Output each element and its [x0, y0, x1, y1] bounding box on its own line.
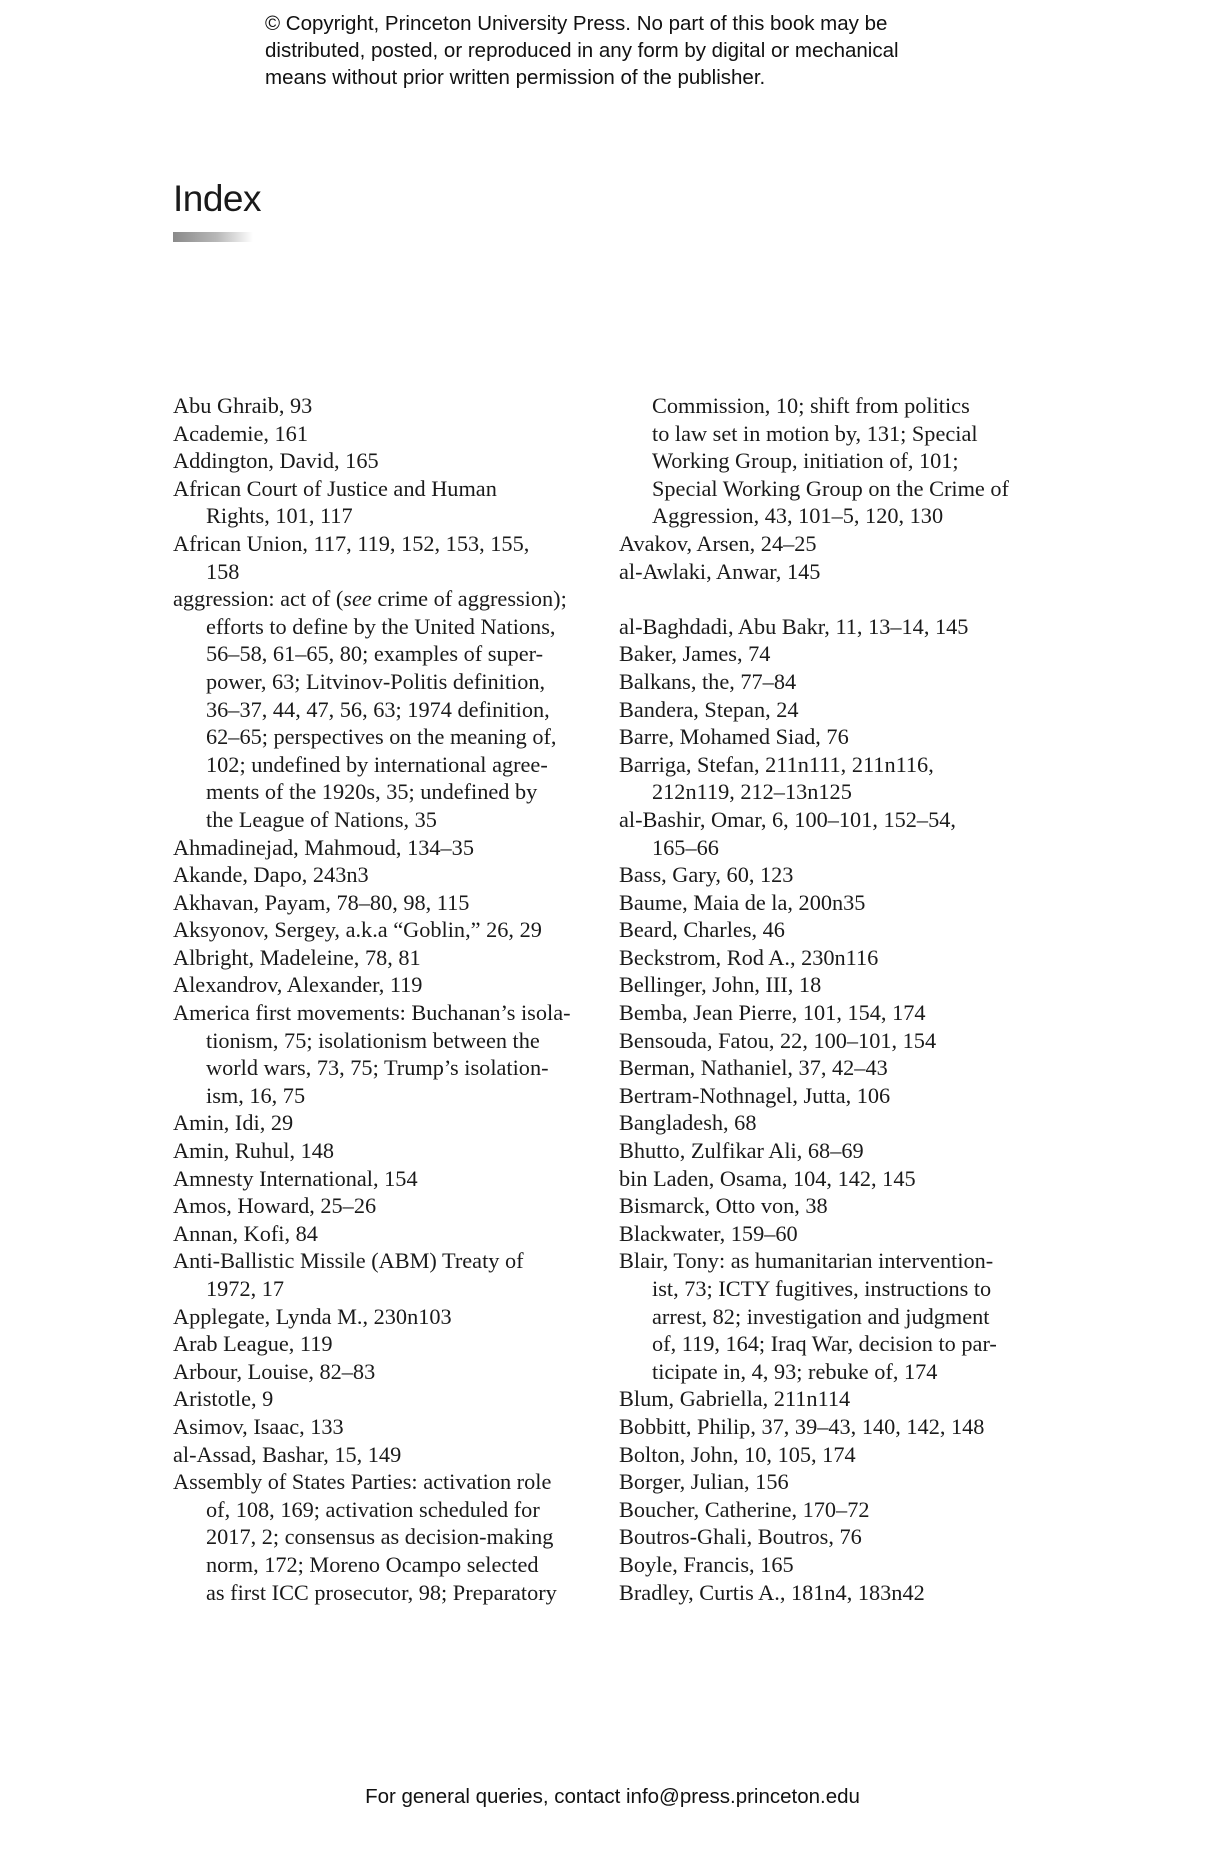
index-entry	[619, 1496, 1049, 1524]
index-entry-continuation: Special Working Group on the Crime of	[652, 475, 1009, 501]
index-entry	[173, 999, 593, 1109]
index-entry-heading: Annan, Kofi, 84	[173, 1220, 318, 1246]
index-entry-heading: America first movements: Buchanan’s isola-	[173, 1000, 571, 1026]
index-entry	[619, 613, 1049, 641]
index-entry	[619, 640, 1049, 668]
index-entry-heading: al-Awlaki, Anwar, 145	[619, 558, 821, 584]
index-entry	[619, 1054, 1049, 1082]
index-entry	[619, 1385, 1049, 1413]
index-entry-heading: Assembly of States Parties: activation role	[173, 1469, 552, 1495]
index-entry-continuation: norm, 172; Moreno Ocampo selected	[206, 1551, 539, 1577]
index-entry-continuation: 165–66	[652, 834, 719, 860]
page-title: Index	[173, 178, 262, 219]
index-entry-heading: Aksyonov, Sergey, a.k.a “Goblin,” 26, 29	[173, 917, 542, 943]
index-entry	[619, 723, 1049, 751]
index-entry-heading: Bensouda, Fatou, 22, 100–101, 154	[619, 1027, 937, 1053]
index-entry-heading: Bismarck, Otto von, 38	[619, 1193, 828, 1219]
index-entry-continuation: tionism, 75; isolationism between the	[206, 1027, 540, 1053]
index-entry	[173, 1247, 593, 1302]
index-entry-continuation: 36–37, 44, 47, 56, 63; 1974 definition,	[206, 696, 550, 722]
index-entry-heading: Baume, Maia de la, 200n35	[619, 889, 866, 915]
index-entry-heading: Barriga, Stefan, 211n111, 211n116,	[619, 751, 934, 777]
index-entry	[173, 1165, 593, 1193]
index-entry	[173, 1468, 593, 1606]
index-entry-heading: Amnesty International, 154	[173, 1165, 418, 1191]
index-entry-heading: Beard, Charles, 46	[619, 917, 785, 943]
index-entry-heading: Balkans, the, 77–84	[619, 668, 797, 694]
index-entry-continuation: Commission, 10; shift from politics	[652, 393, 970, 418]
index-entry-heading: Bobbitt, Philip, 37, 39–43, 140, 142, 148	[619, 1413, 985, 1439]
index-entry-heading: aggression: act of (see crime of aggression);	[173, 586, 567, 612]
index-entry	[619, 1247, 1049, 1385]
index-entry	[173, 447, 593, 475]
index-entry-continuation: ist, 73; ICTY fugitives, instructions to	[652, 1276, 992, 1301]
copyright-notice	[265, 10, 1025, 91]
index-entry	[619, 1579, 1049, 1607]
index-entry	[173, 944, 593, 972]
index-entry	[173, 1109, 593, 1137]
index-entry-continuation: 102; undefined by international agree-	[206, 751, 548, 777]
index-entry-heading: bin Laden, Osama, 104, 142, 145	[619, 1165, 916, 1191]
index-entry-heading: Blair, Tony: as humanitarian intervention-	[619, 1248, 994, 1274]
index-entry	[619, 944, 1049, 972]
index-entry-heading: African Union, 117, 119, 152, 153, 155,	[173, 530, 530, 556]
index-entry-heading: Bertram-Nothnagel, Jutta, 106	[619, 1082, 891, 1108]
index-entry-heading: Abu Ghraib, 93	[173, 393, 313, 418]
index-entry	[173, 585, 593, 833]
index-entry	[173, 834, 593, 862]
index-entry-continuation: 2017, 2; consensus as decision-making	[206, 1524, 554, 1550]
index-entry-heading: Alexandrov, Alexander, 119	[173, 972, 423, 998]
index-entry-heading: Berman, Nathaniel, 37, 42–43	[619, 1055, 888, 1081]
index-entry	[173, 1413, 593, 1441]
index-entry-heading: Boyle, Francis, 165	[619, 1551, 794, 1577]
index-entry-continuation: power, 63; Litvinov-Politis definition,	[206, 668, 546, 694]
index-entry-continuation: to law set in motion by, 131; Special	[652, 420, 978, 446]
index-entry	[173, 530, 593, 585]
index-entry-heading: Avakov, Arsen, 24–25	[619, 530, 817, 556]
index-entry	[619, 999, 1049, 1027]
index-entry-continuation: as first ICC prosecutor, 98; Preparatory	[206, 1579, 557, 1605]
index-entry-heading: Bhutto, Zulfikar Ali, 68–69	[619, 1138, 864, 1164]
index-entry-heading: al-Bashir, Omar, 6, 100–101, 152–54,	[619, 806, 956, 832]
index-entry	[173, 1192, 593, 1220]
index-entry	[173, 916, 593, 944]
index-entry	[173, 1441, 593, 1469]
index-entry	[173, 392, 593, 420]
index-entry	[619, 889, 1049, 917]
index-entry-heading: al-Baghdadi, Abu Bakr, 11, 13–14, 145	[619, 613, 969, 639]
index-entry	[619, 1523, 1049, 1551]
index-entry	[619, 751, 1049, 806]
index-entry-heading: Bellinger, John, III, 18	[619, 972, 822, 998]
index-entry-heading: Arab League, 119	[173, 1331, 333, 1357]
index-entry-heading: Bolton, John, 10, 105, 174	[619, 1441, 856, 1467]
index-entry-heading: Beckstrom, Rod A., 230n116	[619, 944, 879, 970]
index-entry-heading: Anti-Ballistic Missile (ABM) Treaty of	[173, 1248, 524, 1274]
index-entry-continuation: the League of Nations, 35	[206, 806, 437, 832]
index-entry-continuation: arrest, 82; investigation and judgment	[652, 1303, 990, 1329]
index-entry-heading: Boucher, Catherine, 170–72	[619, 1496, 870, 1522]
index-entry	[173, 420, 593, 448]
index-entry-heading: Asimov, Isaac, 133	[173, 1413, 344, 1439]
index-entry-continuation: 158	[206, 558, 240, 584]
index-entry-heading: Borger, Julian, 156	[619, 1469, 789, 1495]
index-entry-heading: Bandera, Stepan, 24	[619, 696, 799, 722]
index-entry	[173, 889, 593, 917]
index-entry-heading: Ahmadinejad, Mahmoud, 134–35	[173, 834, 474, 860]
index-entry	[173, 861, 593, 889]
index-column-right	[619, 392, 1049, 1606]
index-entry	[619, 1551, 1049, 1579]
index-entry	[619, 971, 1049, 999]
index-entry-heading: Amin, Ruhul, 148	[173, 1138, 335, 1164]
index-entry-continuation: world wars, 73, 75; Trump’s isolation-	[206, 1055, 549, 1081]
index-entry	[619, 1468, 1049, 1496]
index-entry	[619, 806, 1049, 861]
index-entry-continuation: efforts to define by the United Nations,	[206, 613, 556, 639]
index-entry-continuation: 212n119, 212–13n125	[652, 779, 852, 805]
index-entry-heading: African Court of Justice and Human	[173, 475, 497, 501]
continued-entry	[619, 392, 1049, 530]
index-entry-continuation: of, 108, 169; activation scheduled for	[206, 1496, 540, 1522]
index-entry	[619, 1165, 1049, 1193]
index-entry-continuation: ments of the 1920s, 35; undefined by	[206, 779, 538, 805]
index-entry	[619, 558, 1049, 586]
index-entry-heading: Amin, Idi, 29	[173, 1110, 294, 1136]
index-entry-continuation: Rights, 101, 117	[206, 503, 353, 529]
index-entry	[173, 475, 593, 530]
index-entry-heading: Arbour, Louise, 82–83	[173, 1358, 376, 1384]
index-entry-heading: Bass, Gary, 60, 123	[619, 862, 794, 888]
index-entry-continuation: of, 119, 164; Iraq War, decision to par-	[652, 1331, 997, 1357]
index-entry	[619, 1441, 1049, 1469]
title-underline-bar	[173, 232, 253, 242]
copyright-line: distributed, posted, or reproduced in any form by digital or mechanical	[265, 39, 899, 62]
copyright-line: means without prior written permission of the publisher.	[265, 66, 766, 89]
index-entry-heading: Addington, David, 165	[173, 448, 379, 474]
index-entry-heading: Blackwater, 159–60	[619, 1220, 798, 1246]
index-entry	[619, 1027, 1049, 1055]
index-entry-heading: Bemba, Jean Pierre, 101, 154, 174	[619, 1000, 926, 1026]
index-entry	[619, 916, 1049, 944]
index-entry	[619, 1109, 1049, 1137]
letter-group-gap	[619, 585, 1049, 613]
index-entry-heading: Boutros-Ghali, Boutros, 76	[619, 1524, 862, 1550]
index-entry-continuation: ticipate in, 4, 93; rebuke of, 174	[652, 1358, 938, 1384]
index-entry-heading: Akande, Dapo, 243n3	[173, 862, 369, 888]
index-column-left	[173, 392, 593, 1606]
index-entry	[619, 861, 1049, 889]
index-entry	[619, 696, 1049, 724]
index-entry-heading: Barre, Mohamed Siad, 76	[619, 724, 849, 750]
index-entry	[173, 1220, 593, 1248]
index-entry-heading: Akhavan, Payam, 78–80, 98, 115	[173, 889, 470, 915]
index-entry-continuation: ism, 16, 75	[206, 1082, 306, 1108]
index-entry	[173, 1385, 593, 1413]
index-entry-heading: Bangladesh, 68	[619, 1110, 757, 1136]
index-entry-heading: Aristotle, 9	[173, 1386, 274, 1412]
index-entry	[619, 1082, 1049, 1110]
index-entry-continuation: Working Group, initiation of, 101;	[652, 448, 959, 474]
copyright-line: © Copyright, Princeton University Press. No part of this book may be	[265, 12, 888, 35]
index-entry-heading: Bradley, Curtis A., 181n4, 183n42	[619, 1579, 925, 1605]
index-entry	[619, 1192, 1049, 1220]
index-entry	[619, 1413, 1049, 1441]
index-entry	[173, 1137, 593, 1165]
index-entry	[619, 1220, 1049, 1248]
index-entry-heading: Amos, Howard, 25–26	[173, 1193, 377, 1219]
index-entry-heading: Albright, Madeleine, 78, 81	[173, 944, 421, 970]
index-entry-heading: Applegate, Lynda M., 230n103	[173, 1303, 452, 1329]
index-entry-heading: Baker, James, 74	[619, 641, 771, 667]
index-entry-continuation: 56–58, 61–65, 80; examples of super-	[206, 641, 544, 667]
index-entry-continuation: 62–65; perspectives on the meaning of,	[206, 724, 557, 750]
index-entry-continuation: 1972, 17	[206, 1276, 285, 1301]
index-entry	[619, 668, 1049, 696]
index-entry	[173, 1303, 593, 1331]
index-entry	[173, 1330, 593, 1358]
index-entry-heading: Blum, Gabriella, 211n114	[619, 1386, 851, 1412]
index-entry	[173, 1358, 593, 1386]
index-entry-continuation: Aggression, 43, 101–5, 120, 130	[652, 503, 944, 529]
index-entry-heading: al-Assad, Bashar, 15, 149	[173, 1441, 402, 1467]
index-entry-heading: Academie, 161	[173, 420, 308, 446]
index-entry	[619, 530, 1049, 558]
footer-contact: For general queries, contact info@press.princeton.edu	[365, 1785, 860, 1808]
index-entry	[619, 1137, 1049, 1165]
index-entry	[173, 971, 593, 999]
